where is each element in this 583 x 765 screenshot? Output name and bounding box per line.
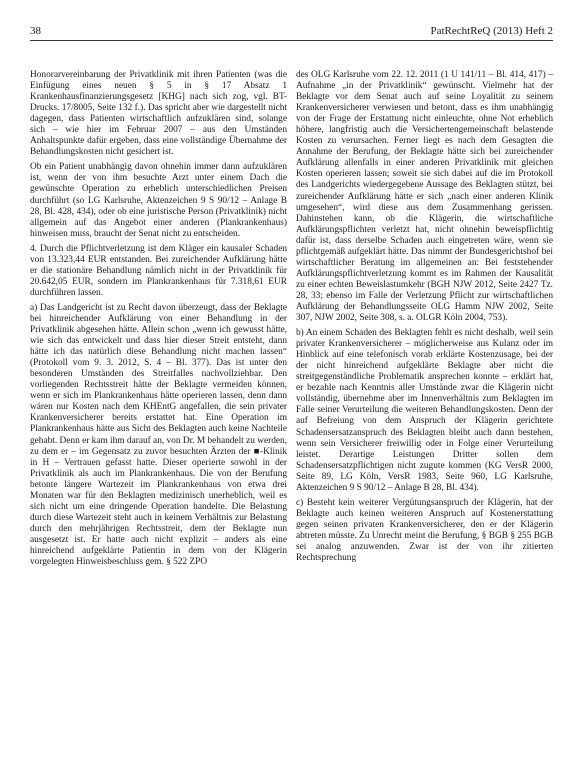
paragraph: 4. Durch die Pflichtverletzung ist dem Kläger ein kausaler Schaden von 13.323,44 EUR entstanden. Bei zureichender Aufklärung hätte er die stationäre Behandlung nämlich nicht in der Privatklinik für 20.642,05 EUR, sondern im Plankrankenhaus für 7.318,61 EUR durchführen lassen.: [30, 243, 287, 298]
paragraph: Honorarvereinbarung der Privatklinik mit ihren Patienten (was die Einfügung eines neuen § 5 in § 17 Absatz 1 Krankenhausfinanzierungsgesetz [KHG] nach sich zog, vgl. BT-Drucks. 17/8005, Seite 132 f.). Das spricht aber wie dargestellt nicht dagegen, dass Patienten wirtschaftlich aufzuklären sind, solange sich – wie hier im Februar 2007 – aus den Umständen Anhaltspunkte dafür ergeben, dass eine vollständige Übernahme der Behandlungskosten nicht gesichert ist.: [30, 70, 287, 158]
header-rule: [30, 40, 553, 41]
page-header: [30, 24, 553, 38]
paragraph: b) An einem Schaden des Beklagten fehlt es nicht deshalb, weil sein privater Krankenversicherer – möglicherweise aus Kulanz oder im Hinblick auf eine telefonisch vorab erklärte Kostenzusage, bei der der nicht hinreichend aufgeklärte Beklagte aber nicht die streitgegenständliche Problematik ansprechen konnte – erklärt hat, er bezahle nach Kenntnis aller Umstände zwar die Klägerin nicht vollständig, übernehme aber im Innenverhältnis zum Beklagten im Falle seiner Verurteilung die weiteren Behandlungskosten. Denn der auf Befreiung von dem Anspruch der Klägerin gerichtete Schadensersatzanspruch des Beklagten bleibt auch dann bestehen, wenn sein Versicherer freiwillig oder in Folge einer Verurteilung leistet. Derartige Leistungen Dritter sollen dem Schadensersatzpflichtigen nicht zugute kommen (KG VersR 2000, Seite 89, LG Köln, VersR 1983, Seite 960, LG Karlsruhe, Aktenzeichen 9 S 90/12 – Anlage B 28, Bl. 434).: [296, 328, 553, 493]
paragraph: a) Das Landgericht ist zu Recht davon überzeugt, dass der Beklagte bei hinreichender Aufklärung von einer Behandlung in der Privatklinik abgesehen hätte. Allein schon „wenn ich gewusst hätte, wie sich das entwickelt und dass hier dieser Streit entsteht, dann hätte ich das natürlich diese Behandlung nicht machen lassen“ (Protokoll vom 9. 3. 2012, S. 4 – Bl. 377). Das ist unter den besonderen Umständen des Streitfalles nachvollziehbar. Den vorliegenden Rechtsstreit hätte der Beklagte vermeiden können, wenn er sich im Plankrankenhaus hätte operieren lassen, denn dann wären nur Kosten nach dem KHEntG angefallen, die sein privater Krankenversicherer bereits erstattet hat. Eine Operation im Plankrankenhaus hätte aus Sicht des Beklagten auch keine Nachteile gehabt. Denn er kam ihm darauf an, von Dr. M behandelt zu werden, zu dem er – im Gegensatz zu zuvor besuchten Ärzten der ■-Klinik in H – Vertrauen gefasst hatte. Dieser operierte sowohl in der Privatklinik als auch im Plankrankenhaus. Die von der Berufung betonte längere Wartezeit im Plankrankenhaus von etwa drei Monaten war für den Beklagten medizinisch unerheblich, weil es sich nicht um eine dringende Operation handelte. Die Belastung durch diese Wartezeit steht auch in keinem Verhältnis zur Belastung durch den mehrjährigen Rechtsstreit, dem der Beklagte nun ausgesetzt ist. Er hatte auch nicht explizit – anders als eine hinreichend aufgeklärte Patientin in dem von der Klägerin vorgelegten Hinweisbeschluss gem. § 522 ZPO: [30, 302, 287, 568]
paragraph: des OLG Karlsruhe vom 22. 12. 2011 (1 U 141/11 – Bl. 414, 417) – Aufnahme „in der Privatklinik“ gewünscht. Vielmehr hat der Beklagte vor dem Senat auch auf seine Loyalität zu seinem Krankenversicherer verwiesen und betont, dass es ihm unabhängig von der Frage der Erstattung nicht einleuchte, ohne Not erheblich höhere, langfristig auch die Versichertengemeinschaft belastende Kosten zu verursachen. Ferner liegt es nach dem Gesagten die Annahme der Berufung, der Beklagte hätte sich bei zureichender Aufklärung allenfalls in einer anderen Privatklinik mit gleichen Kosten operieren lassen; soweit sie sich dabei auf die im Protokoll des Landgerichts wiedergegebene Aussage des Beklagten stützt, bei zureichender Aufklärung hätte er sich „nach einer anderen Klinik umgesehen“, wird diese aus dem Zusammenhang gerissen. Dahinstehen kann, ob die Klägerin, die wirtschaftliche Aufklärungspflichten verletzt hat, nicht ohnehin beweispflichtig dafür ist, dass derselbe Schaden auch eingetreten wäre, wenn sie pflichtgemäß aufgeklärt hätte. Das nimmt der Bundesgerichtshof bei wirtschaftlicher Beratung im allgemeinen an: Bei feststehender Aufklärungspflichtverletzung kommt es im Rahmen der Kausalität zu einer echten Beweislastumkehr (BGH NJW 2012, Seite 2427 Tz. 28, 33; ebenso im Falle der Verletzung Pflicht zur wirtschaftlichen Aufklärung der Behandlungsseite OLG Hamm NJW 2002, Seite 307, NJW 2002, Seite 308, s. a. OLGR Köln 2004, 753).: [296, 70, 553, 324]
right-column: [296, 70, 553, 568]
paragraph: Ob ein Patient unabhängig davon ohnehin immer dann aufzuklären ist, wenn der von ihm besuchte Arzt unter einem Dach die gewünschte Operation zu erheblich unterschiedlichen Preisen durchführt (so LG Karlsruhe, Aktenzeichen 9 S 90/12 – Anlage B 28, Bl. 428, 434), oder ob eine juristische Person (Privatklinik) nicht allgemein auf das Angebot einer anderen (Plankrankenhaus) hinweisen muss, braucht der Senat nicht zu entscheiden.: [30, 162, 287, 239]
left-column: [30, 70, 287, 572]
journal-title: PatRechtReQ (2013) Heft 2: [430, 25, 553, 37]
paragraph: c) Besteht kein weiterer Vergütungsanspruch der Klägerin, hat der Beklagte auch keinen weiteren Anspruch auf Kostenerstattung gegen seinen privaten Krankenversicherer, den er der Klägerin abtreten müsste. Zu Unrecht meint die Berufung, § BGB § 255 BGB sei analog anzuwenden. Zwar ist der von ihr zitierten Rechtsprechung: [296, 497, 553, 564]
page-number: 38: [30, 25, 41, 37]
